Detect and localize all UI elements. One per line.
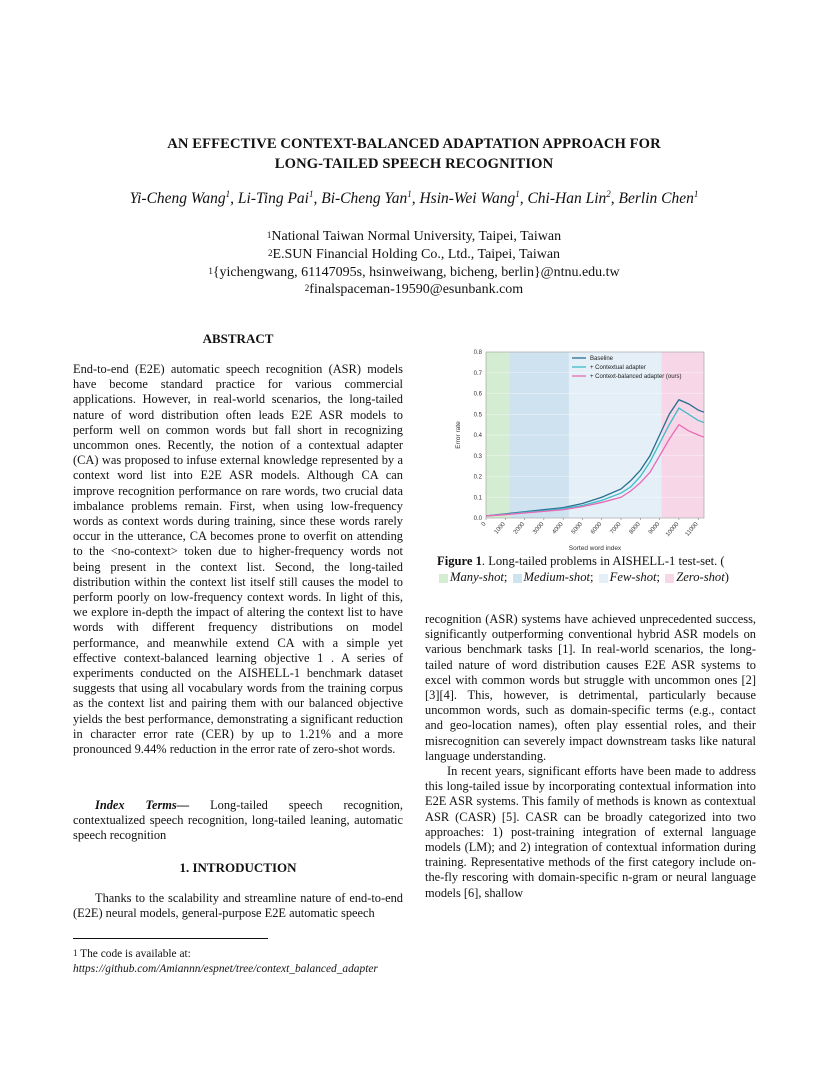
caption-many-shot: Many-shot [450, 570, 504, 584]
x-tick-label: 6000 [590, 521, 604, 536]
intro-right-paragraph-2: In recent years, significant efforts have been made to address this long-tailed issue by incorporating contextual information into E2E ASR systems. This family of methods is known as contextual ASR (CASR) [5]. CASR can be broadly categorized into two approaches: 1) post-training integration of external language models (LM); and 2) integration of contextual information during training. Representative methods of the first category include on-the-fly rescoring with domain-specific n-gram or neural language models [6], shallow [425, 764, 756, 900]
x-tick-label: 1000 [493, 521, 507, 536]
affiliation-text: finalspaceman-19590@esunbank.com [309, 282, 524, 298]
x-axis-label: Sorted word index [568, 545, 622, 550]
figure-caption: Figure 1. Long-tailed problems in AISHELL-1 test-set. ( Many-shot; Medium-shot; Few-shot; Zero-shot) [437, 554, 729, 584]
footnote-rule [73, 938, 268, 939]
y-tick-label: 0.5 [473, 412, 482, 419]
x-tick-label: 3000 [532, 521, 546, 536]
x-tick-label: 5000 [570, 521, 584, 536]
index-terms [73, 798, 403, 844]
x-tick-label: 4000 [551, 521, 565, 536]
y-tick-label: 0.4 [473, 433, 482, 439]
abstract-heading: ABSTRACT [202, 331, 274, 346]
footnote-mark: 1 [73, 948, 78, 958]
x-tick-label: 10000 [665, 521, 681, 539]
zero-shot-swatch [665, 574, 674, 583]
affiliation-mark: 2 [267, 247, 273, 258]
intro-left-paragraph: Thanks to the scalability and streamline nature of end-to-end (E2E) neural models, general-purpose E2E automatic speech [73, 891, 403, 921]
introduction-heading: 1. INTRODUCTION [179, 860, 297, 875]
author-affiliation-mark: 1 [693, 189, 699, 199]
caption-text: . Long-tailed problems in AISHELL-1 test-set. ( [481, 554, 725, 568]
y-axis-label: Error rate [455, 421, 462, 449]
x-tick-label: 2000 [512, 521, 527, 536]
affiliation-mark: 1 [266, 230, 272, 240]
abstract-text [73, 362, 403, 757]
author-affiliation-mark: 1 [407, 189, 412, 199]
title-line-1: AN EFFECTIVE CONTEXT-BALANCED ADAPTATION APPROACH FOR [167, 136, 661, 152]
legend-label-balanced: + Context-balanced adapter (ours) [590, 374, 682, 380]
affiliation-mark: 1 [208, 265, 213, 276]
author-affiliation-mark: 1 [308, 189, 314, 199]
figure-label: Figure 1 [437, 554, 482, 568]
caption-zero-shot: Zero-shot [676, 570, 725, 584]
author-name: Hsin-Wei Wang [419, 190, 516, 207]
affiliation-line [0, 264, 828, 282]
affiliation-line [0, 246, 828, 264]
author-name: Berlin Chen [618, 190, 694, 207]
intro-right-paragraph-1: recognition (ASR) systems have achieved unprecedented success, significantly outperforming conventional hybrid ASR models on various benchmark tasks [1]. In real-world scenarios, the long-tailed nature of word distribution causes E2E ASR systems to excel with common words but struggle with uncommon ones [2][3][4]. This, however, is detrimental, particularly because uncommon words, such as domain-specific terms (e.g., contact and geo-location names), often play essential roles, and their misrecognition can severely impact downstream tasks like natural language understanding. [425, 612, 756, 763]
index-terms-label: Index Terms— [95, 798, 190, 812]
affiliation-line [0, 228, 828, 246]
paper-title [0, 134, 828, 174]
affiliation-mark: 2 [304, 283, 310, 294]
author-list: Yi-Cheng Wang$^1$, Li-Ting Pai$^1$, Bi-Cheng Yan$^1$, Hsin-Wei Wang$^1$, Chi-Han Lin$^2$, Berlin Chen$^1$ [129, 189, 699, 207]
author-affiliation-mark: 1 [225, 189, 231, 199]
author-name: Li-Ting Pai [237, 190, 309, 207]
y-tick-label: 0.7 [473, 370, 482, 377]
author-affiliation-mark: 2 [606, 189, 611, 199]
footnote-text: The code is available at: [80, 948, 191, 960]
y-tick-label: 0.2 [473, 474, 482, 481]
caption-medium-shot: Medium-shot [523, 570, 590, 584]
many-shot-swatch [439, 574, 448, 583]
affiliation-line [0, 281, 828, 299]
figure-1-chart [436, 340, 736, 550]
footnote-url[interactable]: https://github.com/Amiannn/espnet/tree/context_balanced_adapter [73, 963, 378, 975]
author-name: Chi-Han Lin [527, 190, 607, 207]
x-tick-label: 8000 [628, 521, 642, 536]
legend-label-baseline: Baseline [590, 356, 614, 362]
x-tick-label: 9000 [647, 521, 662, 536]
author-name: Bi-Cheng Yan [321, 190, 408, 207]
x-tick-label: 0 [480, 521, 488, 528]
title-line-2: LONG-TAILED SPEECH RECOGNITION [274, 156, 554, 172]
intro-right-text [425, 612, 756, 901]
y-tick-label: 0.8 [473, 350, 482, 356]
caption-close: ) [724, 570, 729, 584]
x-tick-label: 7000 [609, 521, 623, 536]
footnote [73, 947, 433, 977]
index-terms-text: Long-tailed speech recognition, contextualized speech recognition, long-tailed leaning, automatic speech recognition [73, 798, 403, 843]
affiliation-text: National Taiwan Normal University, Taipei, Taiwan [271, 229, 562, 244]
abstract-paragraph: End-to-end (E2E) automatic speech recognition (ASR) models have become standard practice for various commercial applications. However, in real-world scenarios, the long-tailed nature of word distribution often leads E2E ASR models to perform well on common words but fall short in recognizing uncommon ones. Recently, the notion of a contextual adapter (CA) was proposed to infuse external knowledge represented by a context word list into E2E ASR models. Although CA can improve recognition performance on rare words, two crucial data imbalance problems remain. First, when using low-frequency words as context words during training, since these words rarely occur in the utterance, CA becomes prone to overfit on attending to the <no-context> token due to higher-frequency words not being present in the context list. Second, the long-tailed distribution within the context list itself still causes the model to perform poorly on low-frequency context words. In light of this, we explore in-depth the impact of altering the context list to have words with different frequency distributions on model performance, and meanwhile extend CA with a simple yet effective context-balanced learning objective 1 . A series of experiments conducted on the AISHELL-1 benchmark dataset suggests that using all vocabulary words from the training corpus as the context list and pairing them with our balanced objective yields the best performance, demonstrating a significant reduction in character error rate (CER) by up to 1.21% and a more pronounced 9.44% reduction in the error rate of zero-shot words. [73, 362, 403, 757]
y-tick-label: 0.6 [473, 391, 482, 398]
affiliation-text: E.SUN Financial Holding Co., Ltd., Taipei, Taiwan [272, 246, 561, 262]
author-name: Yi-Cheng Wang [129, 190, 226, 207]
affiliation-text: {yichengwang, 61147095s, hsinweiwang, bicheng, berlin}@ntnu.edu.tw [212, 264, 620, 280]
y-tick-label: 0.1 [473, 495, 482, 502]
intro-left-text [73, 891, 403, 921]
medium-shot-swatch [513, 574, 522, 583]
y-tick-label: 0.3 [473, 453, 482, 460]
few-shot-swatch [599, 574, 608, 583]
caption-few-shot: Few-shot [609, 570, 657, 584]
affiliations [0, 228, 828, 299]
legend-label-contextual: + Contextual adapter [590, 365, 646, 371]
x-tick-label: 11000 [684, 521, 700, 538]
y-tick-label: 0.0 [473, 516, 482, 522]
author-affiliation-mark: 1 [515, 189, 520, 199]
